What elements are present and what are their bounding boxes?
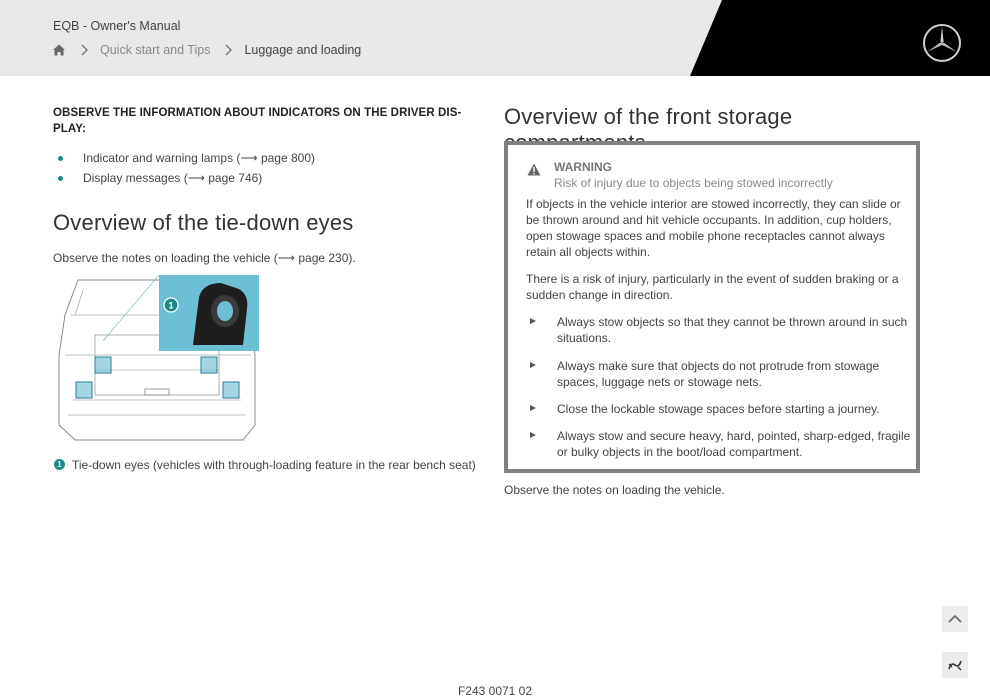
chevron-up-icon [942, 606, 968, 632]
warning-list-item [526, 358, 911, 390]
triangle-bullet-icon [530, 362, 536, 368]
assistant-icon [942, 652, 968, 678]
caption-text: Tie-down eyes (vehicles with through-loading feature in the rear bench seat) [72, 458, 476, 472]
warning-paragraph: If objects in the vehicle interior are stowed incorrectly, they can slide or be thrown around and hit vehicle occupants. In addition, cup holders, open stowage spaces and mobile phone receptacles cannot always retain all objects within. [526, 197, 901, 259]
warning-list-item [526, 401, 911, 417]
tie-down-heading: Overview of the tie-down eyes [53, 210, 354, 235]
triangle-bullet-icon [530, 432, 536, 438]
indicator-list [53, 148, 463, 188]
loading-note: Observe the notes on loading the vehicle. [504, 483, 725, 497]
bullet-dot [58, 176, 63, 181]
indicators-heading: OBSERVE THE INFORMATION ABOUT INDICATORS ON THE DRIVER DIS-PLAY: [53, 107, 462, 135]
triangle-bullet-icon [530, 405, 536, 411]
warning-list-text: Always stow and secure heavy, hard, pointed, sharp-edged, fragile or bulky objects in the boot/load compartment. [557, 429, 911, 459]
header-bar [0, 0, 990, 76]
document-title: EQB - Owner's Manual [53, 19, 181, 33]
bullet-dot [58, 156, 63, 161]
list-item-label: Indicator and warning lamps (⟶ page 800) [83, 151, 315, 165]
warning-subtitle: Risk of injury due to objects being stowed incorrectly [554, 176, 833, 190]
chevron-right-icon [224, 44, 232, 56]
breadcrumb-current: Luggage and loading [244, 43, 362, 57]
breadcrumb-link-quick-start[interactable]: Quick start and Tips [100, 43, 211, 57]
warning-list-text: Always stow objects so that they cannot be thrown around in such situations. [557, 315, 908, 345]
figure-caption [53, 457, 482, 473]
left-column [53, 105, 476, 472]
list-item[interactable] [53, 148, 463, 168]
warning-title: WARNING [554, 160, 612, 174]
scroll-to-top-button[interactable] [942, 606, 968, 632]
warning-list-text: Close the lockable stowage spaces before starting a journey. [557, 402, 880, 416]
warning-content [513, 150, 911, 464]
breadcrumb [52, 41, 361, 59]
assistant-button[interactable] [942, 652, 968, 678]
figure-code: F243 0071 02 [457, 684, 533, 698]
tie-down-eyes-illustration [53, 275, 268, 445]
list-item-label: Display messages (⟶ page 746) [83, 171, 263, 185]
home-icon[interactable] [52, 43, 66, 57]
warning-list-item [526, 314, 911, 346]
chevron-right-icon [80, 44, 88, 56]
warning-triangle-icon [527, 163, 541, 176]
warning-list-item [526, 428, 911, 460]
warning-box [504, 141, 920, 473]
mercedes-star-logo[interactable] [922, 23, 962, 63]
triangle-bullet-icon [530, 318, 536, 324]
figure-marker: 1 [168, 300, 174, 311]
warning-list-text: Always make sure that objects do not protrude from stowage spaces, luggage nets or stowage nets. [557, 359, 880, 389]
storage-heading: Overview of the front storage [504, 104, 793, 129]
caption-number: 1 [54, 459, 65, 470]
warning-paragraph: There is a risk of injury, particularly in the event of sudden braking or a sudden change in direction. [526, 272, 899, 302]
list-item[interactable] [53, 168, 463, 188]
tie-down-intro[interactable]: Observe the notes on loading the vehicle (⟶ page 230). [53, 251, 356, 265]
